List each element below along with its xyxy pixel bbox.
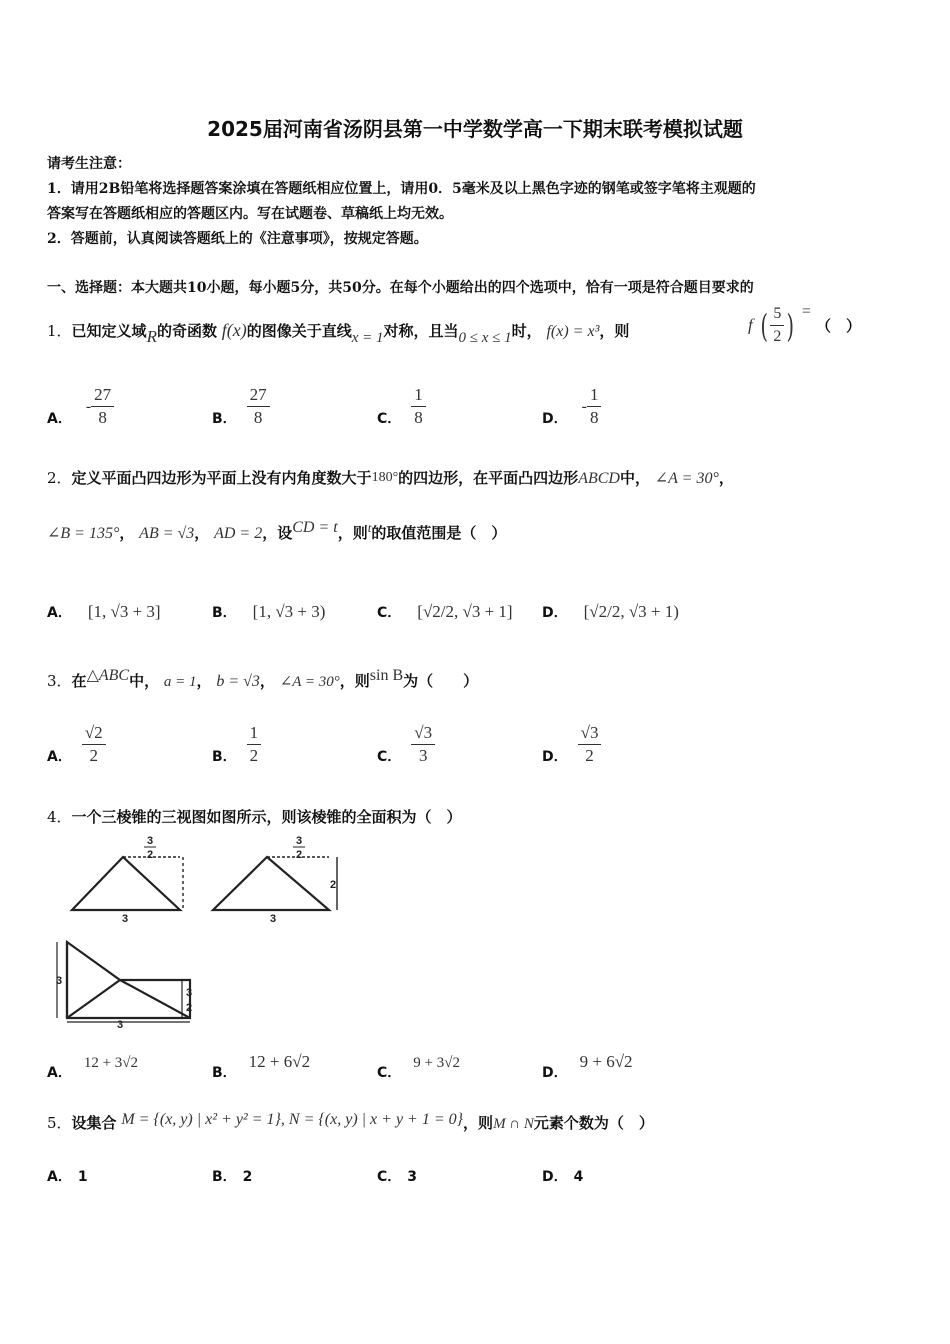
section-heading: 一、选择题：本大题共10小题，每小题5分，共50分。在每个小题给出的四个选项中，恰有一项是符合题目要求的 bbox=[47, 280, 754, 296]
q5-option-c[interactable]: C． 3 bbox=[377, 1169, 418, 1185]
front-view bbox=[72, 857, 180, 910]
q3-option-c[interactable]: C． $\frac{√3}{3}$ bbox=[377, 722, 435, 767]
q2-option-b[interactable]: B． [1, √3 + 3) bbox=[212, 602, 326, 621]
top-width: 3 bbox=[116, 1019, 124, 1030]
q5-option-a[interactable]: A． 1 bbox=[47, 1169, 88, 1185]
top-right-num: 3 bbox=[185, 987, 193, 999]
notice-heading: 请考生注意： bbox=[47, 156, 131, 172]
q1-option-d[interactable]: D．- $\frac{1}{8}$ bbox=[542, 384, 601, 429]
q1-option-a[interactable]: A．- $\frac{27}{8}$ bbox=[47, 384, 114, 429]
q4-option-c[interactable]: C．9 + 3√2 bbox=[377, 1055, 460, 1081]
page-title: 2025届河南省汤阴县第一中学数学高一下期末联考模拟试题 bbox=[207, 117, 743, 141]
q3-option-d[interactable]: D． $\frac{√3}{2}$ bbox=[542, 722, 601, 767]
q2-option-c[interactable]: C． [√2/2, √3 + 1] bbox=[377, 602, 513, 621]
front-top-den: 2 bbox=[146, 849, 154, 861]
front-top-num: 3 bbox=[146, 835, 154, 847]
q4-option-a[interactable]: A．12 + 3√2 bbox=[47, 1055, 139, 1081]
question-2-line-1: 2．定义平面凸四边形为平面上没有内角度数大于180°的四边形，在平面凸四边形ABCD中， ∠A = 30°， bbox=[47, 469, 734, 487]
side-top-num: 3 bbox=[295, 835, 303, 847]
q4-option-d[interactable]: D．9 + 6√2 bbox=[542, 1052, 633, 1081]
notice-line-1b: 答案写在答题纸相应的答题区内。写在试题卷、草稿纸上均无效。 bbox=[47, 206, 453, 222]
q2-option-a[interactable]: A． [1, √3 + 3] bbox=[47, 602, 161, 621]
side-view bbox=[213, 857, 329, 910]
side-width: 3 bbox=[269, 913, 277, 925]
front-width: 3 bbox=[121, 913, 129, 925]
q1-expression: f ( $\frac{5}{2}$ ) = （ ） bbox=[748, 303, 862, 345]
q3-option-a[interactable]: A． $\frac{√2}{2}$ bbox=[47, 722, 106, 767]
question-5: 5．设集合 M = {(x, y) | x² + y² = 1}, N = {(x, y) | x + y + 1 = 0}，则M ∩ N元素个数为（ ） bbox=[47, 1111, 654, 1132]
top-right-den: 2 bbox=[185, 1002, 193, 1014]
q1-option-b[interactable]: B． $\frac{27}{8}$ bbox=[212, 384, 270, 429]
question-1: 1．已知定义域R的奇函数 f(x)的图像关于直线x = 1对称，且当0 ≤ x ≤ 1时， f(x) = x³，则 bbox=[47, 320, 630, 346]
q2-option-d[interactable]: D． [√2/2, √3 + 1) bbox=[542, 602, 679, 621]
q5-option-d[interactable]: D． 4 bbox=[542, 1169, 584, 1185]
question-4: 4．一个三棱锥的三视图如图所示，则该棱锥的全面积为（ ） bbox=[47, 808, 462, 826]
q3-option-b[interactable]: B． $\frac{1}{2}$ bbox=[212, 722, 261, 767]
side-top-den: 2 bbox=[295, 849, 303, 861]
top-view bbox=[67, 942, 193, 1018]
notice-line-2: 2．答题前，认真阅读答题纸上的《注意事项》，按规定答题。 bbox=[47, 231, 428, 247]
notice-line-1a: 1．请用2B铅笔将选择题答案涂填在答题纸相应位置上，请用0．5毫米及以上黑色字迹的钢笔或签字笔将主观题的 bbox=[47, 181, 756, 197]
question-2-line-2: ∠B = 135°， AB = √3， AD = 2，设CD = t，则t的取值范围是（ ） bbox=[47, 519, 507, 542]
question-3: 3．在△ABC中， a = 1， b = √3， ∠A = 30°，则sin B为（ ） bbox=[47, 667, 479, 690]
side-height: 2 bbox=[329, 879, 337, 891]
q5-option-b[interactable]: B． 2 bbox=[212, 1169, 253, 1185]
q1-option-c[interactable]: C． $\frac{1}{8}$ bbox=[377, 384, 426, 429]
top-height: 3 bbox=[55, 975, 63, 987]
q4-option-b[interactable]: B．12 + 6√2 bbox=[212, 1052, 311, 1081]
three-view-figure bbox=[45, 830, 365, 1030]
